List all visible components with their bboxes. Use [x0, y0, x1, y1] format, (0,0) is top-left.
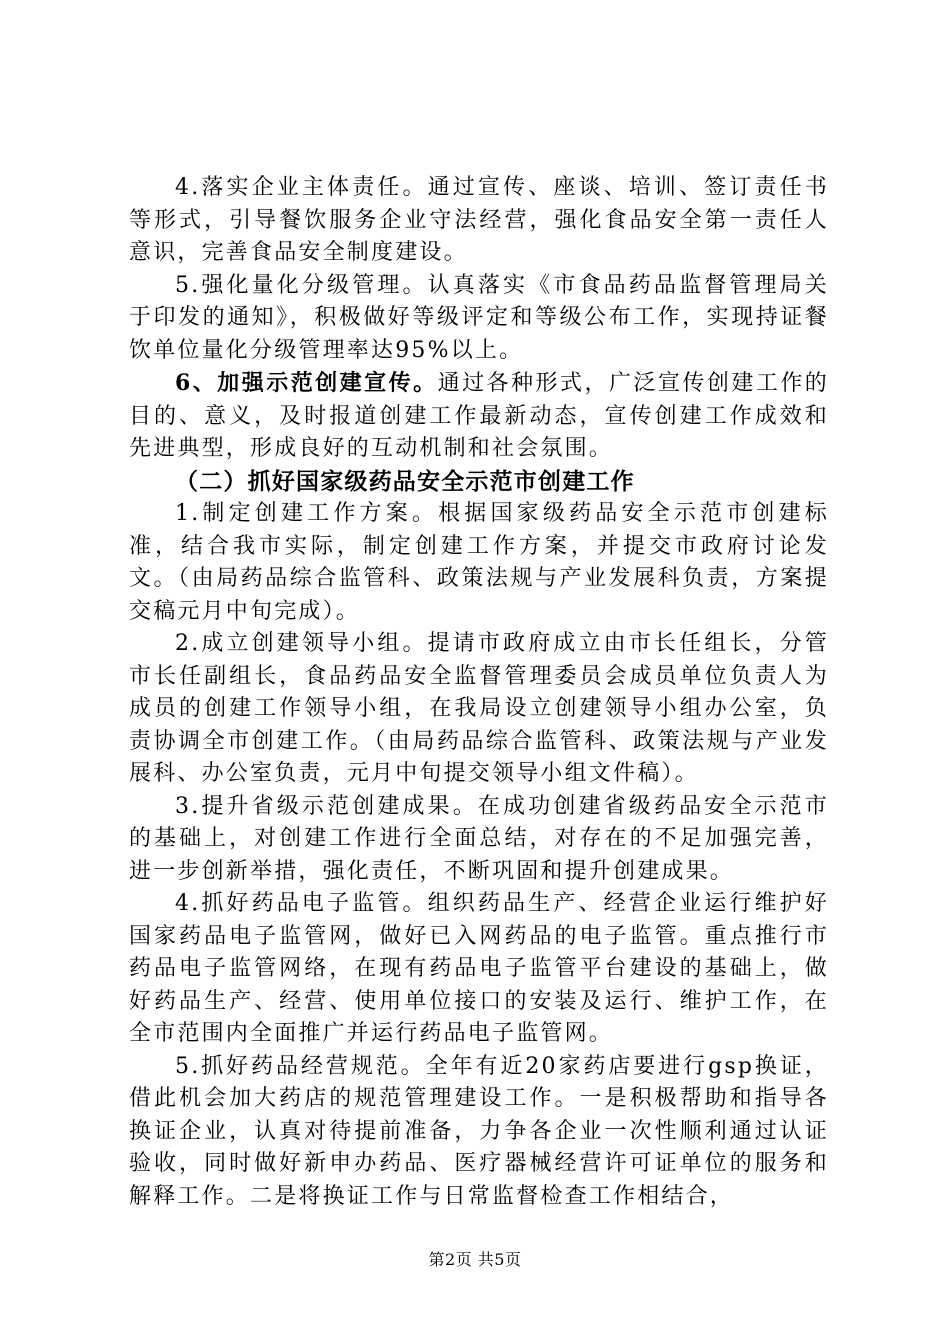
document-body	[129, 172, 829, 1213]
paragraph-leading-group	[129, 628, 829, 791]
paragraph-text: 通过各种形式，广泛宣传创建工作的目的、意义，及时报道创建工作最新动态，宣传创建工作成效和先进典型，形成良好的互动机制和社会氛围。	[129, 371, 829, 461]
paragraph-text: 1.制定创建工作方案。根据国家级药品安全示范市创建标准，结合我市实际，制定创建工作方案，并提交市政府讨论发文。（由局药品综合监管科、政策法规与产业发展科负责，方案提交稿元月中旬完成）。	[129, 501, 829, 624]
paragraph-lead-bold: 6、加强示范创建宣传。	[175, 370, 438, 396]
paragraph-text: 5.强化量化分级管理。认真落实《市食品药品监督管理局关于印发的通知》，积极做好等级评定和等级公布工作，实现持证餐饮单位量化分级管理率达95%以上。	[129, 272, 829, 363]
paragraph-provincial-results	[129, 791, 829, 889]
section-heading: （二）抓好国家级药品安全示范市创建工作	[175, 467, 635, 495]
paragraph-business-standards	[129, 1051, 829, 1214]
paragraph-enterprise-responsibility	[129, 172, 829, 270]
paragraph-text: 4.落实企业主体责任。通过宣传、座谈、培训、签订责任书等形式，引导餐饮服务企业守法经营，强化食品安全第一责任人意识，完善食品安全制度建设。	[129, 175, 829, 265]
paragraph-work-plan	[129, 498, 829, 628]
paragraph-text: 4.抓好药品电子监管。组织药品生产、经营企业运行维护好国家药品电子监管网，做好已入网药品的电子监管。重点推行市药品电子监管网络，在现有药品电子监管平台建设的基础上，做好药品生产、经营、使用单位接口的安装及运行、维护工作，在全市范围内全面推广并运行药品电子监管网。	[129, 891, 829, 1046]
page-number-footer: 第2页 共5页	[428, 1250, 522, 1269]
paragraph-demonstration-publicity	[129, 367, 829, 466]
paragraph-text: 2.成立创建领导小组。提请市政府成立由市长任组长，分管市长任副组长，食品药品安全监督管理委员会成员单位负责人为成员的创建工作领导小组，在我局设立创建领导小组办公室，负责协调全市创建工作。（由局药品综合监管科、政策法规与产业发展科、办公室负责，元月中旬提交领导小组文件稿）。	[129, 631, 829, 786]
paragraph-text: 5.抓好药品经营规范。全年有近20家药店要进行gsp换证，借此机会加大药店的规范管理建设工作。一是积极帮助和指导各换证企业，认真对待提前准备，力争各企业一次性顺利通过认证验收，同时做好新申办药品、医疗器械经营许可证单位的服务和解释工作。二是将换证工作与日常监督检查工作相结合，	[129, 1053, 829, 1209]
paragraph-electronic-supervision	[129, 888, 829, 1051]
paragraph-graded-management	[129, 270, 829, 368]
paragraph-text: 3.提升省级示范创建成果。在成功创建省级药品安全示范市的基础上，对创建工作进行全面总结，对存在的不足加强完善，进一步创新举措，强化责任，不断巩固和提升创建成果。	[129, 793, 829, 884]
